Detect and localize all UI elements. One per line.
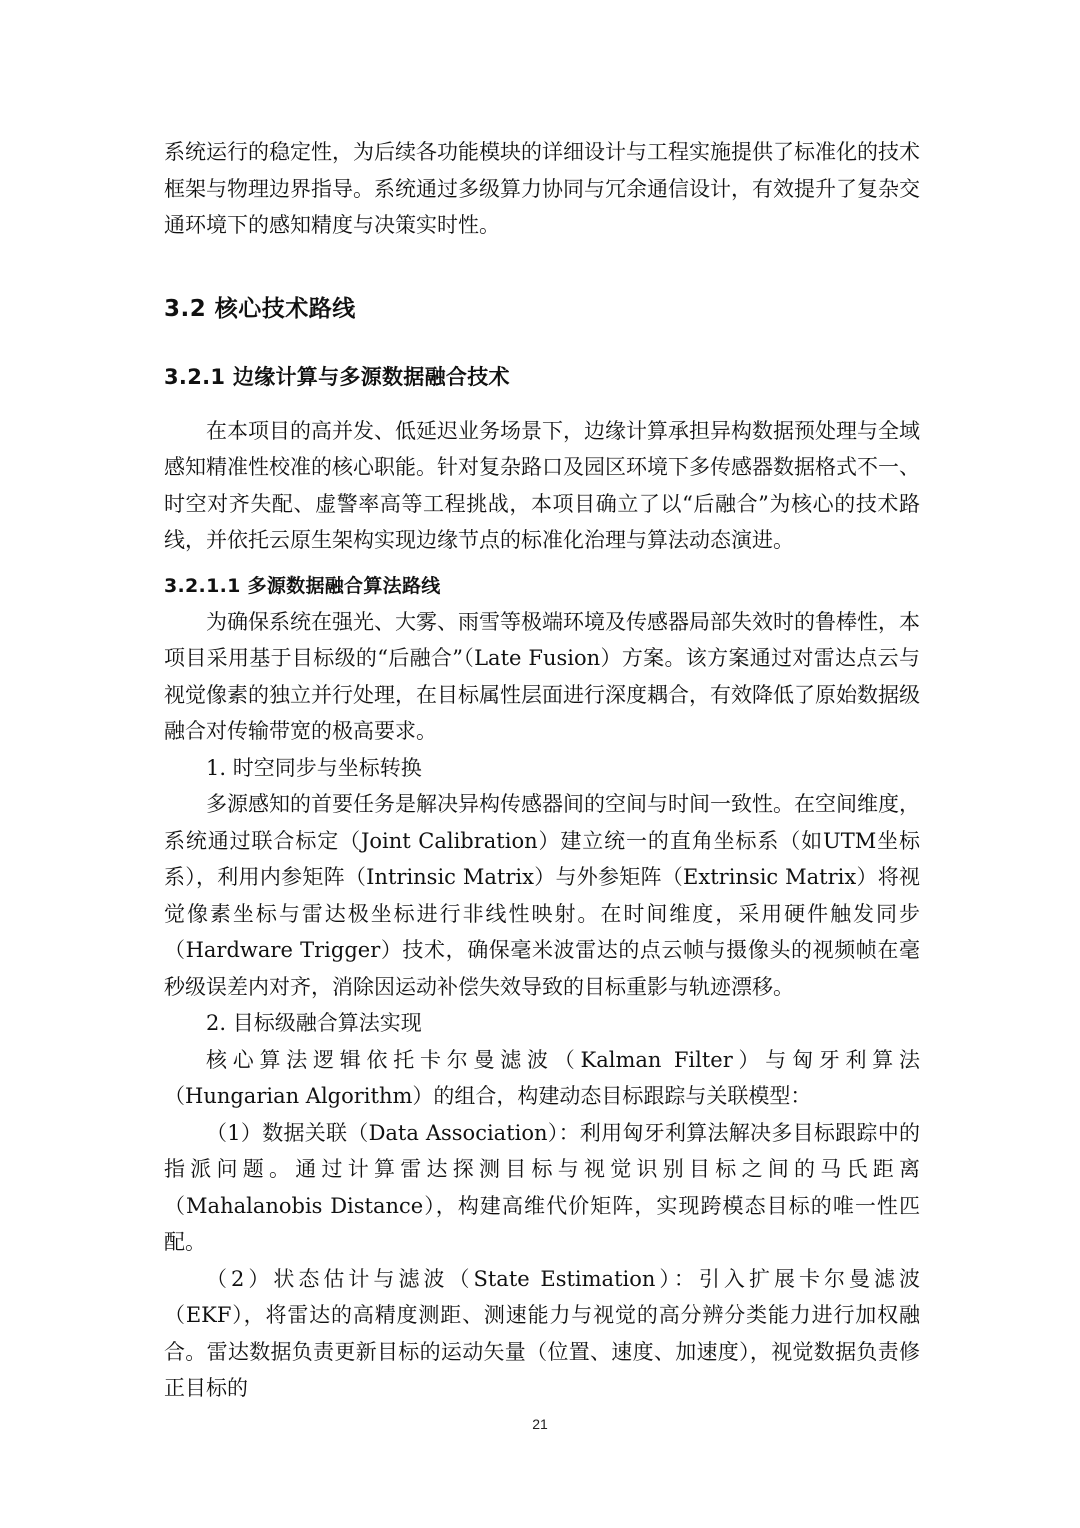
item-2-sub-2-paragraph: （2）状态估计与滤波（State Estimation）：引入扩展卡尔曼滤波（EKF），将雷达的高精度测距、测速能力与视觉的高分辨分类能力进行加权融合。雷达数据负责更新目标的运动矢量（位置、速度、加速度），视觉数据负责修正目标的 [164,1266,920,1400]
intro-paragraph: 系统运行的稳定性，为后续各功能模块的详细设计与工程实施提供了标准化的技术框架与物理边界指导。系统通过多级算力协同与冗余通信设计，有效提升了复杂交通环境下的感知精度与决策实时性。 [164,140,920,237]
item-2-paragraph: 核心算法逻辑依托卡尔曼滤波（Kalman Filter）与匈牙利算法（Hungarian Algorithm）的组合，构建动态目标跟踪与关联模型： [164,1047,920,1108]
section-heading-3-2-1: 3.2.1 边缘计算与多源数据融合技术 [164,364,510,389]
item-2-sub-1-paragraph: （1）数据关联（Data Association）：利用匈牙利算法解决多目标跟踪中的指派问题。通过计算雷达探测目标与视觉识别目标之间的马氏距离（Mahalanobis Distance），构建高维代价矩阵，实现跨模态目标的唯一性匹配。 [164,1120,920,1254]
item-1-title: 1. 时空同步与坐标转换 [206,755,422,780]
section-heading-3-2-1-1: 3.2.1.1 多源数据融合算法路线 [164,574,441,597]
item-1-paragraph: 多源感知的首要任务是解决异构传感器间的空间与时间一致性。在空间维度，系统通过联合标定（Joint Calibration）建立统一的直角坐标系（如UTM坐标系），利用内参矩阵（Intrinsic Matrix）与外参矩阵（Extrinsic Matrix）将视觉像素坐标与雷达极坐标进行非线性映射。在时间维度，采用硬件触发同步（Hardware Trigger）技术，确保毫米波雷达的点云帧与摄像头的视频帧在毫秒级误差内对齐，消除因运动补偿失效导致的目标重影与轨迹漂移。 [164,792,920,999]
page-content [164,134,920,1407]
page-number: 21 [532,1416,548,1432]
section-heading-3-2: 3.2 核心技术路线 [164,295,356,322]
section-3-2-1-paragraph: 在本项目的高并发、低延迟业务场景下，边缘计算承担异构数据预处理与全域感知精准性校准的核心职能。针对复杂路口及园区环境下多传感器数据格式不一、时空对齐失配、虚警率高等工程挑战，本项目确立了以“后融合”为核心的技术路线，并依托云原生架构实现边缘节点的标准化治理与算法动态演进。 [164,418,920,552]
item-2-title: 2. 目标级融合算法实现 [206,1011,422,1035]
section-3-2-1-1-paragraph: 为确保系统在强光、大雾、雨雪等极端环境及传感器局部失效时的鲁棒性，本项目采用基于目标级的“后融合”（Late Fusion）方案。该方案通过对雷达点云与视觉像素的独立并行处理，在目标属性层面进行深度耦合，有效降低了原始数据级融合对传输带宽的极高要求。 [164,609,920,743]
